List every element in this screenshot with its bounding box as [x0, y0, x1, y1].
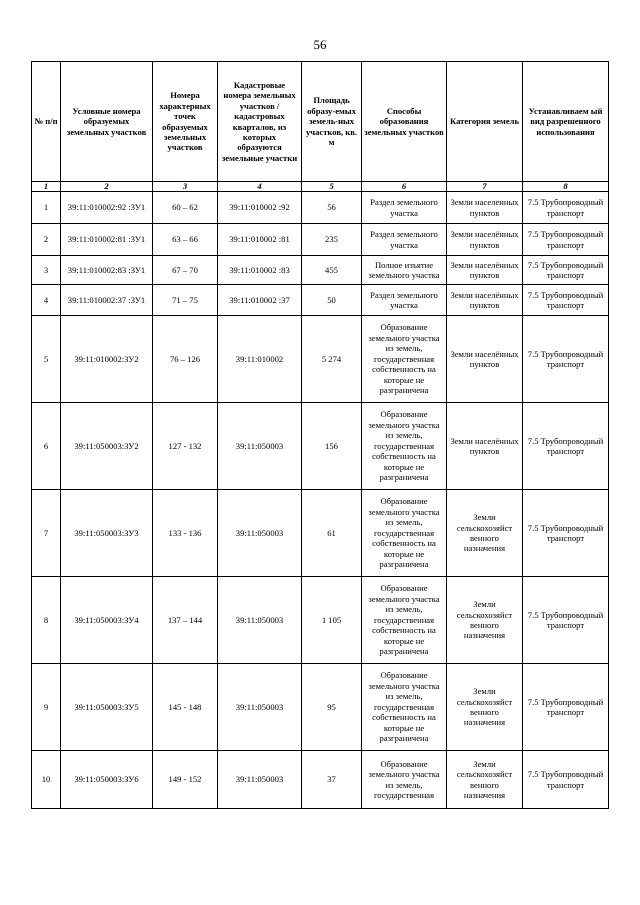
land-category: Земли сельскохозяйст венного назначения — [447, 751, 523, 809]
header-row — [32, 62, 609, 182]
permitted-use: 7.5 Трубопроводный транспорт — [523, 316, 609, 403]
table-row — [32, 224, 609, 256]
plot-id: 39:11:010002:37 :ЗУ1 — [61, 285, 153, 316]
plot-area: 50 — [302, 285, 362, 316]
header-cell-area: Площадь образу-емых земель-ных участков, кв. м — [302, 62, 362, 182]
plot-id: 39:11:050003:ЗУ4 — [61, 577, 153, 664]
plot-id: 39:11:050003:ЗУ6 — [61, 751, 153, 809]
column-number: 5 — [302, 182, 362, 192]
point-range: 60 – 62 — [153, 192, 218, 224]
header-cell-number: № п/п — [32, 62, 61, 182]
formation-method: Раздел земельного участка — [362, 285, 447, 316]
header-cell-points: Номера характерных точек образуемых земельных участков — [153, 62, 218, 182]
plot-area: 455 — [302, 256, 362, 285]
page-number: 56 — [313, 37, 327, 52]
cadastral-number: 39:11:010002 — [218, 316, 302, 403]
plot-area: 235 — [302, 224, 362, 256]
column-number: 8 — [523, 182, 609, 192]
land-category: Земли населённых пунктов — [447, 316, 523, 403]
table-row — [32, 256, 609, 285]
table-row — [32, 403, 609, 490]
table-row — [32, 490, 609, 577]
header-cell-cadastral: Кадастровые номера земельных участков / кадастровых кварталов, из которых образуются земельные участки — [218, 62, 302, 182]
plot-area: 61 — [302, 490, 362, 577]
row-number: 3 — [32, 256, 61, 285]
header-cell-plot-ids: Условные номера образуемых земельных участков — [61, 62, 153, 182]
row-number: 10 — [32, 751, 61, 809]
column-number: 3 — [153, 182, 218, 192]
permitted-use: 7.5 Трубопроводный транспорт — [523, 577, 609, 664]
point-range: 76 – 126 — [153, 316, 218, 403]
land-category: Земли сельскохозяйст венного назначения — [447, 664, 523, 751]
permitted-use: 7.5 Трубопроводный транспорт — [523, 224, 609, 256]
row-number: 1 — [32, 192, 61, 224]
cadastral-number: 39:11:050003 — [218, 577, 302, 664]
permitted-use: 7.5 Трубопроводный транспорт — [523, 751, 609, 809]
permitted-use: 7.5 Трубопроводный транспорт — [523, 285, 609, 316]
plot-area: 5 274 — [302, 316, 362, 403]
plot-id: 39:11:010002:92 :ЗУ1 — [61, 192, 153, 224]
cadastral-number: 39:11:010002 :92 — [218, 192, 302, 224]
point-range: 67 – 70 — [153, 256, 218, 285]
formation-method: Полное изъятие земельного участка — [362, 256, 447, 285]
table-row — [32, 316, 609, 403]
cadastral-number: 39:11:010002 :81 — [218, 224, 302, 256]
permitted-use: 7.5 Трубопроводный транспорт — [523, 403, 609, 490]
land-category: Земли населённых пунктов — [447, 403, 523, 490]
row-number: 2 — [32, 224, 61, 256]
header-cell-category: Категория земель — [447, 62, 523, 182]
formation-method: Образование земельного участка из земель, государственная собственность на которые не разграничена — [362, 316, 447, 403]
formation-method: Образование земельного участка из земель, государственная собственность на которые не разграничена — [362, 577, 447, 664]
table-row — [32, 192, 609, 224]
cadastral-number: 39:11:050003 — [218, 490, 302, 577]
cadastral-number: 39:11:010002 :83 — [218, 256, 302, 285]
permitted-use: 7.5 Трубопроводный транспорт — [523, 664, 609, 751]
column-number: 4 — [218, 182, 302, 192]
land-category: Земли населённых пунктов — [447, 256, 523, 285]
plot-id: 39:11:050003:ЗУ2 — [61, 403, 153, 490]
formation-method: Образование земельного участка из земель, государственная собственность на которые не разграничена — [362, 490, 447, 577]
plot-id: 39:11:050003:ЗУ5 — [61, 664, 153, 751]
permitted-use: 7.5 Трубопроводный транспорт — [523, 256, 609, 285]
column-number-row — [32, 182, 609, 192]
plot-area: 95 — [302, 664, 362, 751]
table-row — [32, 751, 609, 809]
row-number: 7 — [32, 490, 61, 577]
formation-method: Образование земельного участка из земель, государственная собственность на которые не разграничена — [362, 403, 447, 490]
cadastral-number: 39:11:050003 — [218, 751, 302, 809]
cadastral-number: 39:11:050003 — [218, 664, 302, 751]
plot-id: 39:11:010002:81 :ЗУ1 — [61, 224, 153, 256]
row-number: 9 — [32, 664, 61, 751]
point-range: 133 - 136 — [153, 490, 218, 577]
point-range: 71 – 75 — [153, 285, 218, 316]
plot-area: 1 105 — [302, 577, 362, 664]
permitted-use: 7.5 Трубопроводный транспорт — [523, 192, 609, 224]
land-plots-table — [31, 61, 609, 809]
plot-area: 37 — [302, 751, 362, 809]
land-category: Земли населённых пунктов — [447, 285, 523, 316]
column-number: 1 — [32, 182, 61, 192]
header-cell-method: Способы образования земельных участков — [362, 62, 447, 182]
column-number: 7 — [447, 182, 523, 192]
plot-id: 39:11:010002:ЗУ2 — [61, 316, 153, 403]
row-number: 8 — [32, 577, 61, 664]
land-category: Земли населенных пунктов — [447, 192, 523, 224]
plot-id: 39:11:010002:83 :ЗУ1 — [61, 256, 153, 285]
plot-area: 56 — [302, 192, 362, 224]
column-number: 6 — [362, 182, 447, 192]
point-range: 149 - 152 — [153, 751, 218, 809]
plot-area: 156 — [302, 403, 362, 490]
formation-method: Образование земельного участка из земель, государственная собственность на которые не разграничена — [362, 664, 447, 751]
table-row — [32, 664, 609, 751]
table-row — [32, 577, 609, 664]
plot-id: 39:11:050003:ЗУ3 — [61, 490, 153, 577]
column-number: 2 — [61, 182, 153, 192]
formation-method: Раздел земельного участка — [362, 192, 447, 224]
table-row — [32, 285, 609, 316]
row-number: 4 — [32, 285, 61, 316]
row-number: 5 — [32, 316, 61, 403]
formation-method: Образование земельного участка из земель, государственная — [362, 751, 447, 809]
point-range: 137 – 144 — [153, 577, 218, 664]
cadastral-number: 39:11:050003 — [218, 403, 302, 490]
land-category: Земли населённых пунктов — [447, 224, 523, 256]
point-range: 63 – 66 — [153, 224, 218, 256]
point-range: 127 - 132 — [153, 403, 218, 490]
permitted-use: 7.5 Трубопроводный транспорт — [523, 490, 609, 577]
point-range: 145 - 148 — [153, 664, 218, 751]
row-number: 6 — [32, 403, 61, 490]
land-category: Земли сельскохозяйст венного назначения — [447, 490, 523, 577]
formation-method: Раздел земельного участка — [362, 224, 447, 256]
land-category: Земли сельскохозяйст венного назначения — [447, 577, 523, 664]
cadastral-number: 39:11:010002 :37 — [218, 285, 302, 316]
header-cell-usage: Устанавливаем ый вид разрешенного использования — [523, 62, 609, 182]
